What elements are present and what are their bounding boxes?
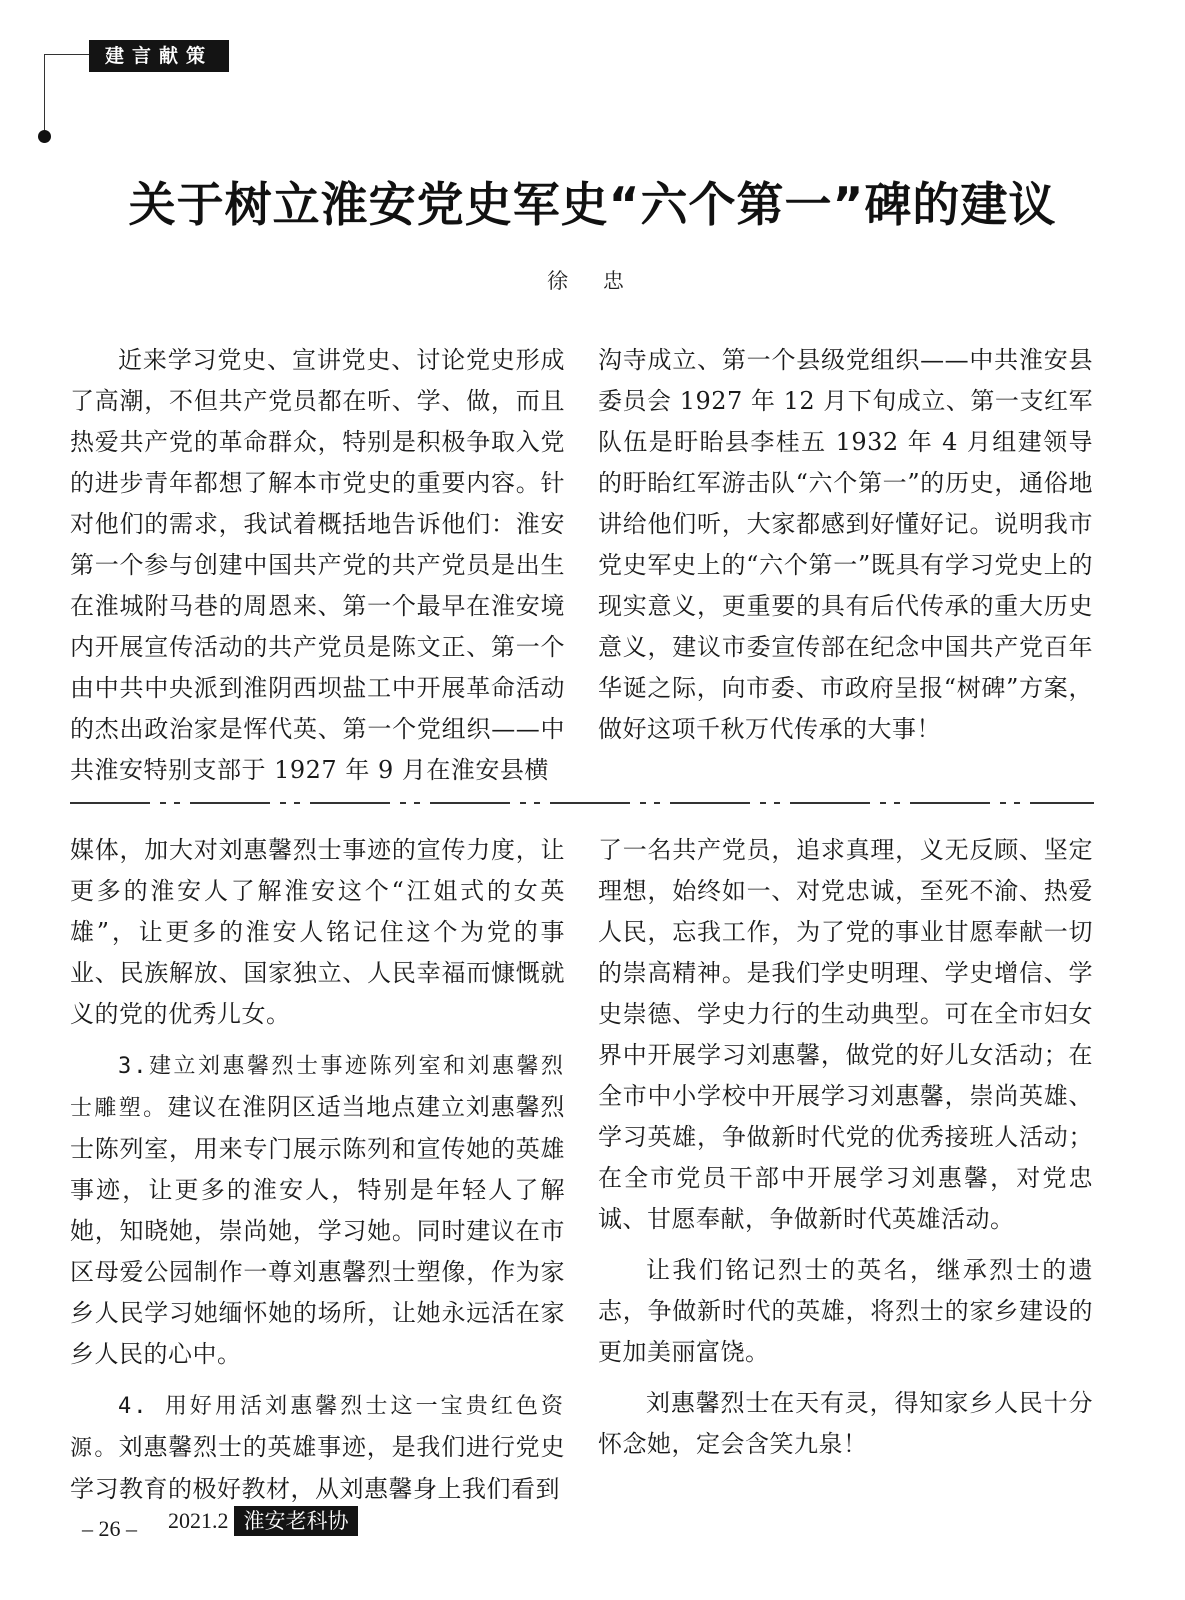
article-title: 关于树立淮安党史军史“六个第一”碑的建议 [128,178,1057,233]
section-rule-horizontal [44,54,89,55]
upper-left-column [70,340,565,791]
lower-left-column [70,830,565,1510]
section-4-heading: 4. 用好用活刘惠馨烈士这一宝贵红色资源。 [70,1394,565,1461]
lower-right-paragraph-3: 刘惠馨烈士在天有灵，得知家乡人民十分怀念她，定会含笑九泉！ [598,1389,1093,1458]
upper-left-paragraph: 近来学习党史、宣讲党史、讨论党史形成了高潮，不但共产党员都在听、学、做，而且热爱共产党的革命群众，特别是积极争取入党的进步青年都想了解本市党史的重要内容。针对他们的需求，我试着概括地告诉他们：淮安第一个参与创建中国共产党的共产党员是出生在淮城附马巷的周恩来、第一个最早在淮安境内开展宣传活动的共产党员是陈文正、第一个由中共中央派到淮阴西坝盐工中开展革命活动的杰出政治家是恽代英、第一个党组织——中共淮安特别支部于 1927 年 9 月在淮安县横 [70,346,565,784]
upper-right-column [598,340,1093,750]
section-dot [38,130,51,143]
journal-name: 淮安老科协 [234,1506,358,1536]
lower-right-paragraph-2: 让我们铭记烈士的英名，继承烈士的遗志，争做新时代的英雄，将烈士的家乡建设的更加美丽富饶。 [598,1256,1093,1366]
lower-right-paragraph-1: 了一名共产党员，追求真理，义无反顾、坚定理想，始终如一、对党忠诚，至死不渝、热爱人民，忘我工作，为了党的事业甘愿奉献一切的崇高精神。是我们学史明理、学史增信、学史崇德、学史力行的生动典型。可在全市妇女界中开展学习刘惠馨，做党的好儿女活动；在全市中小学校中开展学习刘惠馨，崇尚英雄、学习英雄，争做新时代党的优秀接班人活动；在全市党员干部中开展学习刘惠馨，对党忠诚、甘愿奉献，争做新时代英雄活动。 [598,836,1093,1233]
section-3-heading: 3.建立刘惠馨烈士事迹陈列室和刘惠馨烈士雕塑。 [70,1054,565,1121]
article-author: 徐 忠 [547,269,638,293]
section-label: 建言献策 [89,40,229,72]
lower-left-section-3 [70,1045,565,1375]
lower-left-paragraph-1: 媒体，加大对刘惠馨烈士事迹的宣传力度，让更多的淮安人了解淮安这个“江姐式的女英雄”，让更多的淮安人铭记住这个为党的事业、民族解放、国家独立、人民幸福而慷慨就义的党的优秀儿女。 [70,836,565,1028]
section-4-body: 刘惠馨烈士的英雄事迹，是我们进行党史学习教育的极好教材，从刘惠馨身上我们看到 [70,1433,565,1503]
section-rule-vertical [44,54,45,138]
page-number: – 26 – [82,1516,137,1541]
column-break-divider [70,802,1094,804]
upper-right-paragraph: 沟寺成立、第一个县级党组织——中共淮安县委员会 1927 年 12 月下旬成立、第一支红军队伍是盱眙县李桂五 1932 年 4 月组建领导的盱眙红军游击队“六个第一”的历史，通俗地讲给他们听，大家都感到好懂好记。说明我市党史军史上的“六个第一”既具有学习党史上的现实意义，更重要的具有后代传承的重大历史意义，建议市委宣传部在纪念中国共产党百年华诞之际，向市委、市政府呈报“树碑”方案，做好这项千秋万代传承的大事！ [598,346,1093,743]
lower-left-section-4 [70,1385,565,1510]
issue-number: 2021.2 [168,1508,229,1533]
section-3-body: 建议在淮阴区适当地点建立刘惠馨烈士陈列室，用来专门展示陈列和宣传她的英雄事迹，让更多的淮安人，特别是年轻人了解她，知晓她，崇尚她，学习她。同时建议在市区母爱公园制作一尊刘惠馨烈士塑像，作为家乡人民学习她缅怀她的场所，让她永远活在家乡人民的心中。 [70,1093,565,1368]
lower-right-column [598,830,1093,1465]
